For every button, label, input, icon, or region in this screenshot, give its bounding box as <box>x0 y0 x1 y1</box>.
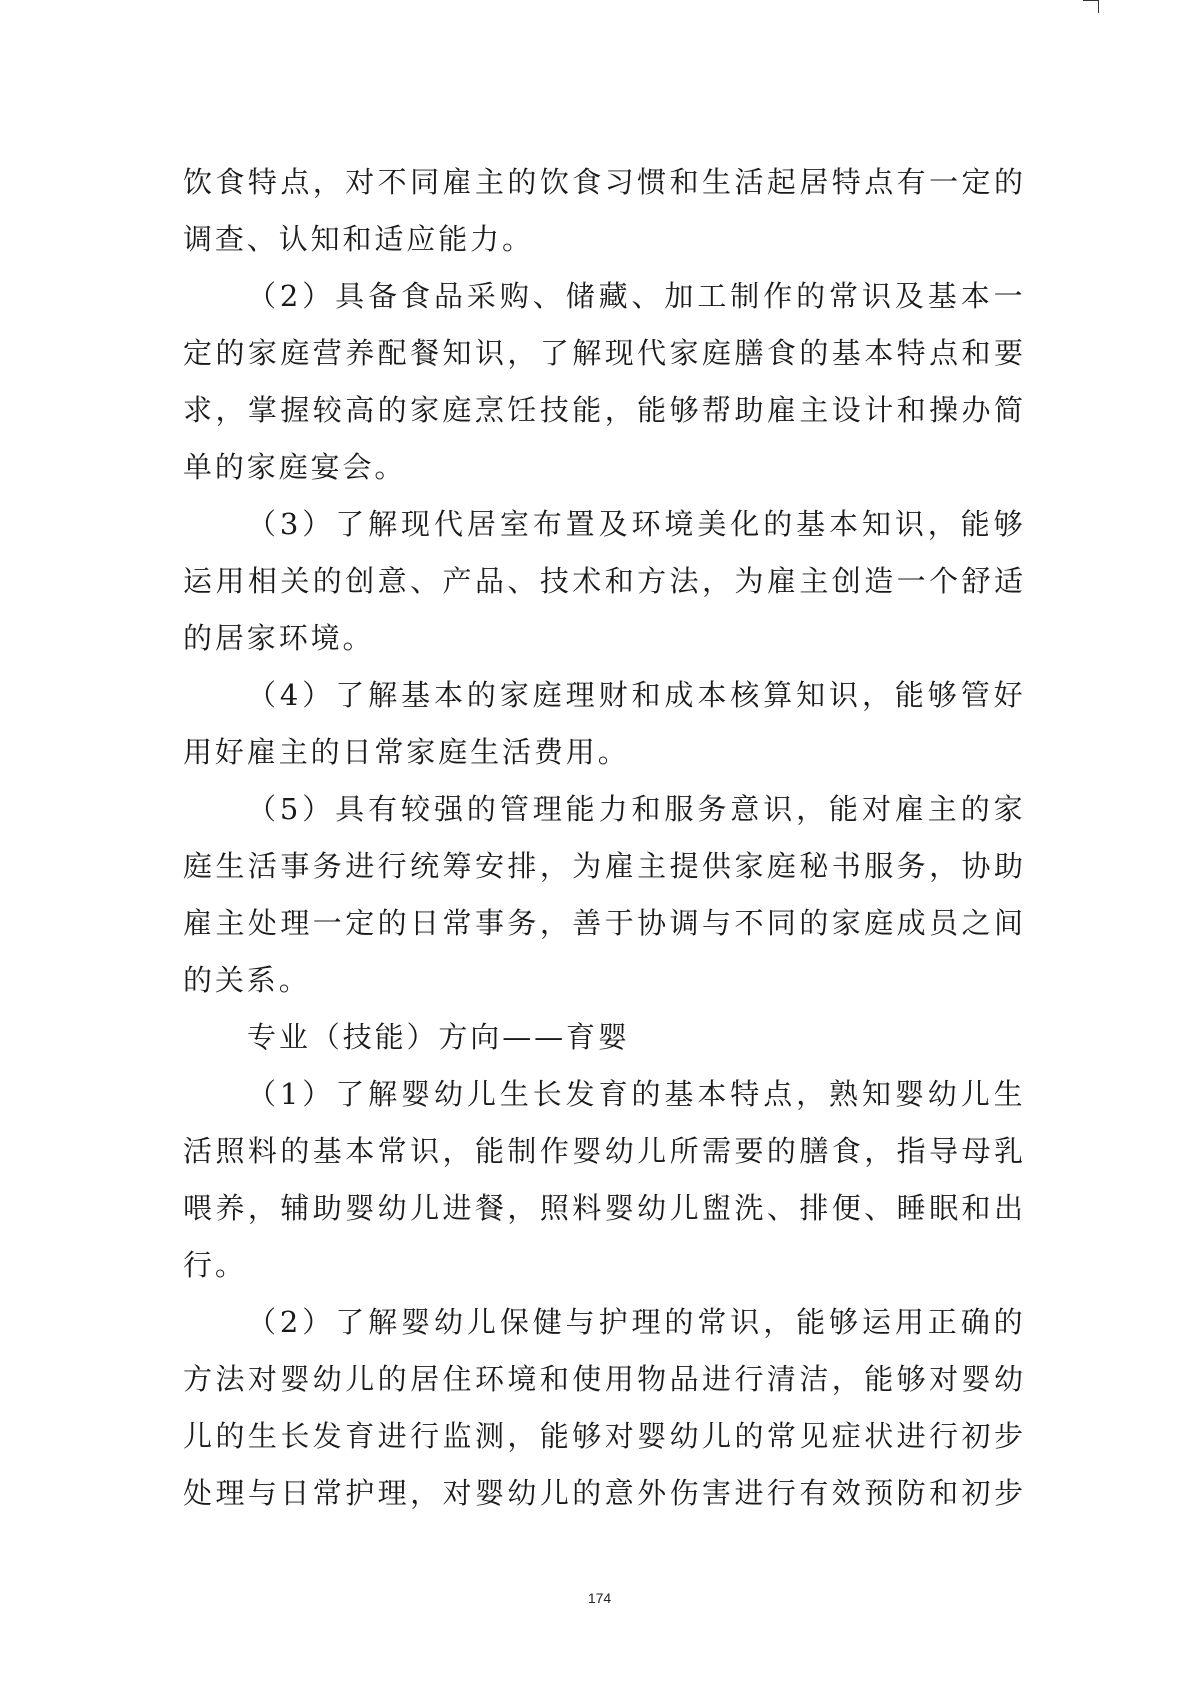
text-line-content: 庭 生 活 事 务 进 行 统 筹 安 排 ， 为 雇 主 提 供 家 庭 秘 书 服 务 ， 协 助 <box>183 849 1023 883</box>
text-line <box>183 1465 1023 1522</box>
text-line-content: 儿 的 生 长 发 育 进 行 监 测 ， 能 够 对 婴 幼 儿 的 常 见 症 状 进 行 初 步 <box>183 1419 1023 1453</box>
text-line-content: （ 4 ） 了 解 基 本 的 家 庭 理 财 和 成 本 核 算 知 识 ， 能 够 管 好 <box>247 678 1023 712</box>
text-line-content: 雇 主 处 理 一 定 的 日 常 事 务 ， 善 于 协 调 与 不 同 的 家 庭 成 员 之 间 <box>183 906 1023 940</box>
text-line <box>183 553 1023 610</box>
text-line <box>183 1009 1023 1066</box>
paragraph-indent <box>183 1294 247 1351</box>
text-line <box>183 1408 1023 1465</box>
text-line <box>183 325 1023 382</box>
text-line-content: 运 用 相 关 的 创 意 、 产 品 、 技 术 和 方 法 ， 为 雇 主 创 造 一 个 舒 适 <box>183 564 1023 598</box>
paragraph-indent <box>183 781 247 838</box>
text-line <box>183 724 1023 781</box>
text-line <box>183 781 1023 838</box>
text-line-content: 行。 <box>183 1248 247 1282</box>
text-line-content: 的居家环境。 <box>183 621 375 655</box>
text-line <box>183 667 1023 724</box>
text-line-content: 定 的 家 庭 营 养 配 餐 知 识 ， 了 解 现 代 家 庭 膳 食 的 基 本 特 点 和 要 <box>183 336 1023 370</box>
text-line <box>183 1351 1023 1408</box>
text-line <box>183 610 1023 667</box>
text-line-content: 饮 食 特 点 ， 对 不 同 雇 主 的 饮 食 习 惯 和 生 活 起 居 特 点 有 一 定 的 <box>183 165 1023 199</box>
text-line-content: 活 照 料 的 基 本 常 识 ， 能 制 作 婴 幼 儿 所 需 要 的 膳 食 ， 指 导 母 乳 <box>183 1134 1023 1168</box>
text-line-content: （ 5 ） 具 有 较 强 的 管 理 能 力 和 服 务 意 识 ， 能 对 雇 主 的 家 <box>247 792 1023 826</box>
text-line-content: 用好雇主的日常家庭生活费用。 <box>183 735 630 769</box>
text-line-content: 方 法 对 婴 幼 儿 的 居 住 环 境 和 使 用 物 品 进 行 清 洁 ， 能 够 对 婴 幼 <box>183 1362 1023 1396</box>
paragraph-indent <box>183 1009 247 1066</box>
paragraph-indent <box>183 496 247 553</box>
text-line <box>183 382 1023 439</box>
paragraph-indent <box>183 667 247 724</box>
text-line-content: （ 1 ） 了 解 婴 幼 儿 生 长 发 育 的 基 本 特 点 ， 熟 知 婴 幼 儿 生 <box>247 1077 1023 1111</box>
paragraph-indent <box>183 1066 247 1123</box>
paragraph-indent <box>183 268 247 325</box>
text-line <box>183 1294 1023 1351</box>
text-line <box>183 154 1023 211</box>
text-line <box>183 838 1023 895</box>
text-line-content: 求 ， 掌 握 较 高 的 家 庭 烹 饪 技 能 ， 能 够 帮 助 雇 主 设 计 和 操 办 简 <box>183 393 1023 427</box>
text-line <box>183 211 1023 268</box>
text-line-content: 单的家庭宴会。 <box>183 450 407 484</box>
text-line <box>183 439 1023 496</box>
text-line <box>183 1180 1023 1237</box>
text-line-content: 调查、认知和适应能力。 <box>183 222 534 256</box>
page-number: 174 <box>587 1590 612 1606</box>
text-line-content: 专业（技能）方向——育婴 <box>247 1020 630 1054</box>
crop-mark <box>1083 0 1099 13</box>
text-line <box>183 895 1023 952</box>
text-line-content: （ 2 ） 具 备 食 品 采 购 、 储 藏 、 加 工 制 作 的 常 识 及 基 本 一 <box>247 279 1023 313</box>
text-line-content: 的关系。 <box>183 963 311 997</box>
text-line-content: 喂 养 ， 辅 助 婴 幼 儿 进 餐 ， 照 料 婴 幼 儿 盥 洗 、 排 便 、 睡 眠 和 出 <box>183 1191 1023 1225</box>
text-line <box>183 952 1023 1009</box>
text-line <box>183 1123 1023 1180</box>
text-line <box>183 268 1023 325</box>
text-line <box>183 1066 1023 1123</box>
text-line-content: （ 3 ） 了 解 现 代 居 室 布 置 及 环 境 美 化 的 基 本 知 识 ， 能 够 <box>247 507 1023 541</box>
body-text <box>183 154 1023 1522</box>
text-line-content: 处 理 与 日 常 护 理 ， 对 婴 幼 儿 的 意 外 伤 害 进 行 有 效 预 防 和 初 步 <box>183 1476 1023 1510</box>
text-line <box>183 496 1023 553</box>
text-line <box>183 1237 1023 1294</box>
text-line-content: （ 2 ） 了 解 婴 幼 儿 保 健 与 护 理 的 常 识 ， 能 够 运 用 正 确 的 <box>247 1305 1023 1339</box>
